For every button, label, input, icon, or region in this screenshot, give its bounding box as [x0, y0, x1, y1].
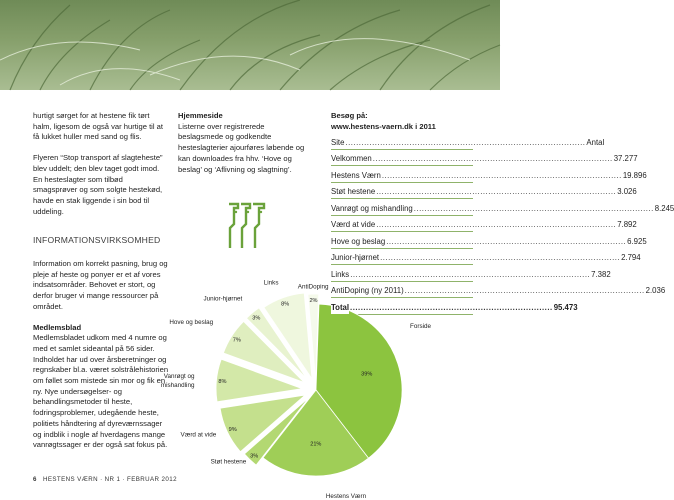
- visits-row: [331, 150, 638, 167]
- footer-text: HESTENS VÆRN · NR 1 · FEBRUAR 2012: [42, 476, 177, 483]
- grass-illustration: [0, 0, 500, 90]
- section-heading: INFORMATIONSVIRKSOMHED: [33, 235, 161, 246]
- pie-slice-label: Forside: [410, 323, 431, 330]
- total-label: Total: [331, 302, 350, 312]
- paragraph: hurtigt sørget for at hestene fik tørt halm, ligesom de også var hurtige til at få lukket huller med sand og flis.: [33, 111, 164, 142]
- pie-slice-label: Vanrøgt og mishandling: [160, 373, 195, 390]
- page-footer: [33, 476, 177, 483]
- pie-slice-percent: 39%: [361, 371, 373, 378]
- total-value: 95.473: [553, 302, 578, 312]
- visits-title: Besøg på:: [331, 111, 368, 120]
- leader-dots: ..........................................................................................: [376, 220, 617, 230]
- paragraph: Medlemsbladet udkom med 4 numre og med et samlet sideantal på 56 sider. Indholdet har ud over årsberetninger og regnskaber bl.a. været solstrålehistorien om føllet som mistede sin mor og fik en ny. Nye undersøgelser- og behandlingsmetoder til heste, fodringsproblemer, udegående heste, politiets håndtering af dyreværnssager og indblik i nogle af hverdagens mange vanrøgtssager er der også sat fokus på.: [33, 333, 169, 450]
- text-column-2: [178, 111, 310, 185]
- subheading: Hjemmeside: [178, 111, 223, 120]
- visits-row-value: 3.026: [617, 187, 637, 197]
- leader-dots: ..........................................................................................: [413, 203, 654, 213]
- visits-row: [331, 183, 637, 200]
- pie-slice-label: Støt hestene: [210, 458, 247, 466]
- visits-row-value: Antal: [586, 137, 605, 147]
- visits-row-label: Hove og beslag: [331, 236, 386, 246]
- leader-dots: ............................................................................: [350, 302, 553, 312]
- visits-subtitle: www.hestens-vaern.dk i 2011: [331, 122, 436, 131]
- visits-row: [331, 166, 647, 183]
- pie-slice-percent: 3%: [252, 315, 261, 322]
- pie-slice-label: AntiDoping: [297, 283, 329, 291]
- pie-slice-percent: 8%: [281, 301, 290, 308]
- visits-row-label: AntiDoping (ny 2011): [331, 286, 404, 296]
- visits-row-label: Værd at vide: [331, 220, 376, 230]
- pie-slice-label: Links: [263, 279, 279, 287]
- visits-row-value: 2.794: [621, 253, 641, 263]
- visits-row-label: Links: [331, 269, 350, 279]
- pie-slice-percent: 7%: [232, 337, 241, 344]
- pie-slice-label: Junior-hjørnet: [203, 295, 243, 303]
- visits-row: [331, 216, 637, 233]
- pie-slice-percent: 9%: [228, 426, 237, 433]
- visits-row-value: 7.382: [591, 269, 611, 279]
- visits-row-label: Site: [331, 137, 345, 147]
- visits-row-value: 37.277: [613, 154, 638, 164]
- page-number: 6: [33, 476, 37, 483]
- visits-row-label: Vanrøgt og mishandling: [331, 203, 413, 213]
- hestens-vaern-logo: [226, 202, 268, 255]
- leader-dots: ..........................................................................................: [376, 187, 617, 197]
- visits-row-label: Velkommen: [331, 154, 372, 164]
- visits-row-value: 8.245: [654, 203, 674, 213]
- pie-chart-svg: [160, 268, 431, 500]
- visits-row: [331, 199, 674, 216]
- visits-row-value: 7.892: [617, 220, 637, 230]
- subheading: Medlemsblad: [33, 322, 82, 332]
- paragraph: Listerne over registrerede beslagsmede og godkendte hesteslagterier ajourføres løbende og kan downloades fra hhv. ‘Hove og beslag’ og ‘Aflivning og slagtning’.: [178, 121, 305, 174]
- visits-row-label: Junior-hjørnet: [331, 253, 380, 263]
- leader-dots: ..........................................................................................: [404, 286, 645, 296]
- visits-row: [331, 133, 605, 150]
- visits-pie-chart: [160, 268, 431, 500]
- leader-dots: ..........................................................................................: [386, 236, 627, 246]
- leader-dots: ..........................................................................................: [372, 154, 613, 164]
- pie-slice-percent: 21%: [310, 441, 322, 448]
- pie-slice-label: Hestens Værn: [325, 493, 367, 500]
- horse-heads-logo-icon: [226, 202, 268, 250]
- leader-dots: ..........................................................................................: [345, 137, 586, 147]
- leader-dots: ..........................................................................................: [350, 269, 591, 279]
- leader-dots: ..........................................................................................: [380, 253, 621, 263]
- visits-row-value: 19.896: [622, 170, 647, 180]
- pie-slice-percent: 2%: [309, 298, 318, 305]
- visits-row-value: 6.925: [627, 236, 647, 246]
- visits-row: [331, 249, 641, 266]
- leader-dots: ..........................................................................................: [381, 170, 622, 180]
- pie-slice-label: Værd at vide: [180, 431, 217, 439]
- pie-slice-label: Hove og beslag: [169, 319, 214, 327]
- paragraph: Flyeren “Stop transport af slagteheste” blev uddelt; den blev taget godt imod. En hesteslagter som tilbød smagsprøver og som solgte hestekød, havde en stak liggende i sin bod til uddeling.: [33, 153, 163, 216]
- visits-row-label: Støt hestene: [331, 187, 376, 197]
- paragraph: Information om korrekt pasning, brug og pleje af heste og ponyer er et af vores indsatsområder. Behovet er stort, og derfor bruger vi mange ressourcer på området.: [33, 259, 168, 311]
- text-column-1: [33, 111, 169, 461]
- visits-row-label: Hestens Værn: [331, 170, 381, 180]
- visits-row: [331, 232, 647, 249]
- header-photo-banner: [0, 0, 500, 90]
- pie-slice-percent: 8%: [218, 378, 227, 385]
- visits-row-value: 2.036: [645, 286, 666, 296]
- pie-slice-percent: 3%: [250, 453, 259, 460]
